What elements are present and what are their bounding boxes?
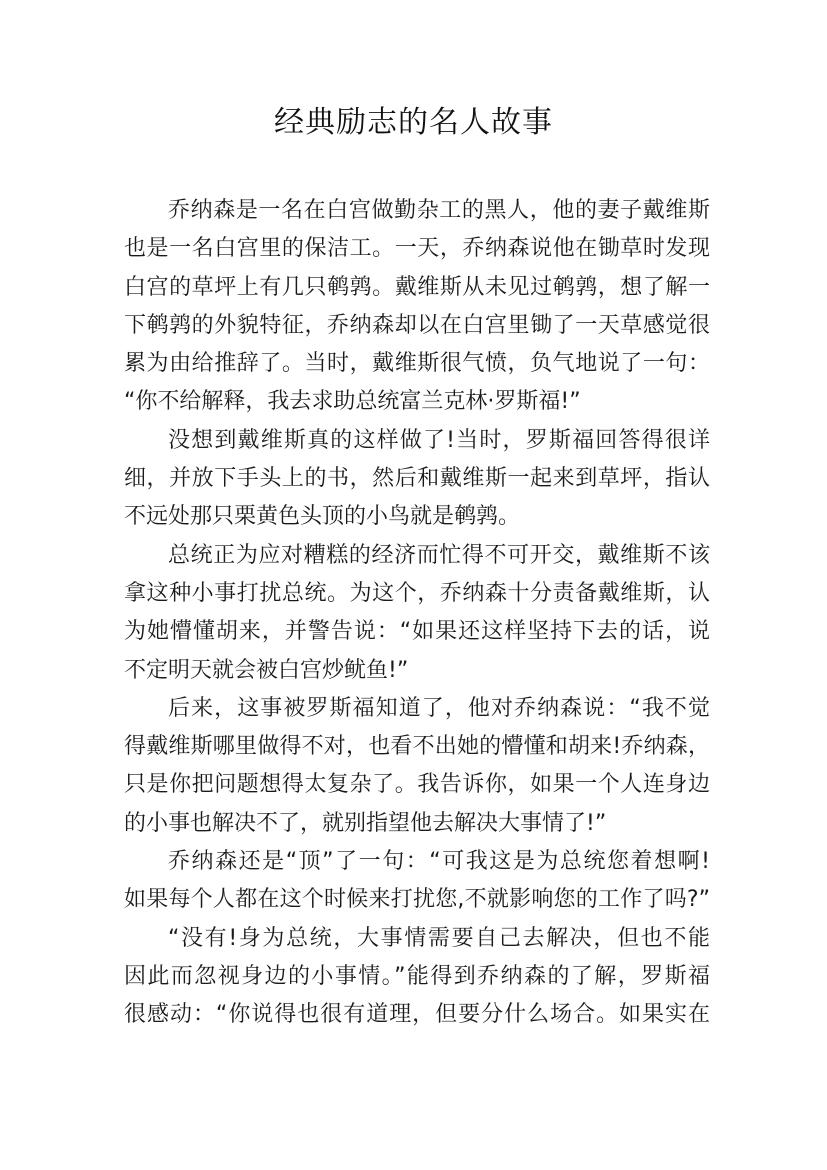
- text-line: 也是一名白宫里的保洁工。一天，乔纳森说他在锄草时发现: [124, 236, 710, 262]
- page-title: 经典励志的名人故事: [274, 105, 553, 140]
- paragraph-2: [124, 422, 710, 537]
- text-line: 不远处那只栗黄色头顶的小鸟就是鹌鹑。: [124, 504, 521, 530]
- text-line: 如果每个人都在这个时候来打扰您,不就影响您的工作了吗?”: [124, 887, 710, 913]
- text-line: “没有!身为总统，大事情需要自己去解决，但也不能: [168, 925, 710, 951]
- text-line: 乔纳森还是“顶”了一句：“可我这是为总统您着想啊!: [168, 849, 710, 875]
- text-line: 因此而忽视身边的小事情。”能得到乔纳森的了解，罗斯福: [124, 963, 710, 989]
- document-body: [124, 192, 710, 1035]
- text-line: 的小事也解决不了，就别指望他去解决大事情了!”: [124, 810, 607, 836]
- text-line: 只是你把问题想得太复杂了。我告诉你，如果一个人连身边: [124, 772, 710, 798]
- text-line: 很感动：“你说得也很有道理，但要分什么场合。如果实在: [124, 1002, 710, 1028]
- paragraph-5: [124, 843, 710, 920]
- text-line: 不定明天就会被白宫炒鱿鱼!”: [124, 657, 409, 683]
- text-line: “你不给解释，我去求助总统富兰克林·罗斯福!”: [124, 389, 581, 415]
- text-line: 总统正为应对糟糕的经济而忙得不可开交，戴维斯不该: [168, 542, 710, 568]
- text-line: 为她懵懂胡来，并警告说：“如果还这样坚持下去的话，说: [124, 619, 710, 645]
- text-line: 下鹌鹑的外貌特征，乔纳森却以在白宫里锄了一天草感觉很: [124, 312, 710, 338]
- text-line: 拿这种小事打扰总统。为这个，乔纳森十分责备戴维斯，认: [124, 580, 710, 606]
- text-line: 乔纳森是一名在白宫做勤杂工的黑人，他的妻子戴维斯: [168, 198, 710, 223]
- text-line: 细，并放下手头上的书，然后和戴维斯一起来到草坪，指认: [124, 466, 710, 492]
- text-line: 没想到戴维斯真的这样做了!当时，罗斯福回答得很详: [168, 427, 710, 453]
- text-line: 白宫的草坪上有几只鹌鹑。戴维斯从未见过鹌鹑，想了解一: [124, 274, 710, 300]
- text-line: 累为由给推辞了。当时，戴维斯很气愤，负气地说了一句：: [124, 351, 710, 377]
- paragraph-3: [124, 537, 710, 690]
- paragraph-6: [124, 920, 710, 1035]
- text-line: 后来，这事被罗斯福知道了，他对乔纳森说：“我不觉: [168, 695, 710, 721]
- paragraph-1: [124, 192, 710, 422]
- text-line: 得戴维斯哪里做得不对，也看不出她的懵懂和胡来!乔纳森，: [124, 734, 710, 760]
- paragraph-4: [124, 690, 710, 843]
